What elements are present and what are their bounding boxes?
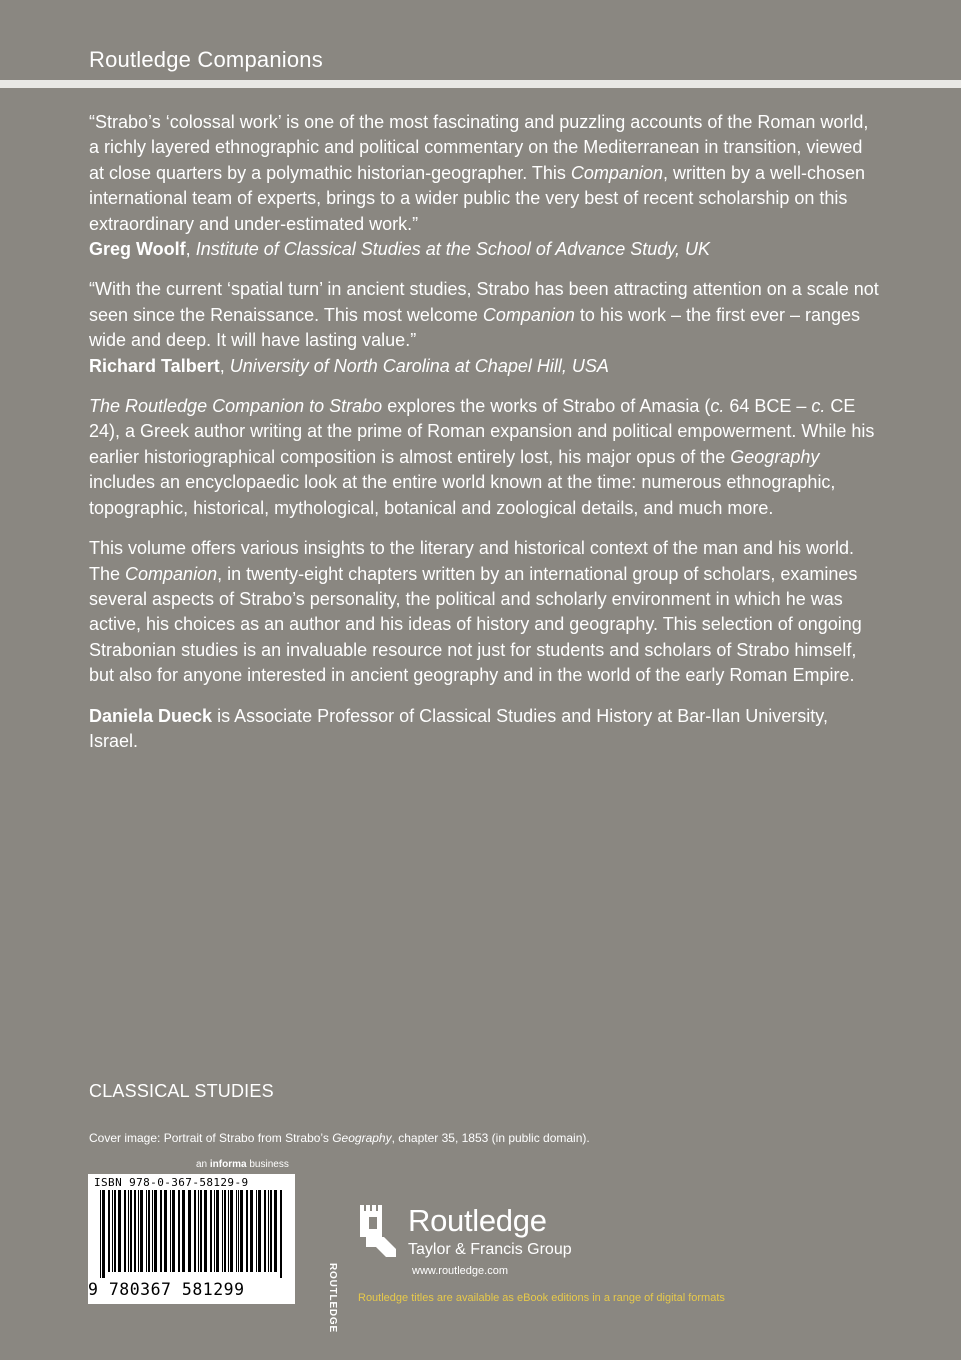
- subject-category: CLASSICAL STUDIES: [89, 1081, 274, 1101]
- endorser-affiliation: University of North Carolina at Chapel Hill, USA: [229, 355, 609, 376]
- ean-digits: 9 780367 581299: [88, 1280, 245, 1299]
- informa-business-note: an informa business: [196, 1159, 289, 1170]
- endorser-affiliation: Institute of Classical Studies at the School of Advance Study, UK: [195, 239, 710, 260]
- publisher-name: Routledge: [408, 1203, 547, 1238]
- publisher-group: Taylor & Francis Group: [408, 1241, 572, 1258]
- logo-vertical-text: ROUTLEDGE: [327, 1263, 338, 1333]
- endorsement-2-attribution: Richard Talbert, University of North Carolina at Chapel Hill, USA: [89, 355, 609, 376]
- series-band: [0, 0, 961, 80]
- author-name: Daniela Dueck: [89, 705, 213, 726]
- endorsement-2: “With the current ‘spatial turn’ in ancient studies, Strabo has been attracting attention on a scale not seen since the Renaissance. This most welcome Companion to his work – the first ever – ranges wide and deep. It will have lasting value.” Richard Talbert, University of North Carolina at Chapel Hill, USA: [89, 279, 879, 376]
- endorser-name: Greg Woolf: [89, 239, 186, 260]
- barcode-bars: [100, 1190, 284, 1278]
- author-bio: Daniela Dueck is Associate Professor of Classical Studies and History at Bar-Ilan University, Israel.: [89, 705, 828, 751]
- publisher-url[interactable]: www.routledge.com: [412, 1265, 508, 1277]
- isbn-barcode: [88, 1174, 295, 1304]
- endorsement-1: “Strabo’s ‘colossal work’ is one of the most fascinating and puzzling accounts of the Roman world, a richly layered ethnographic and political commentary on the Mediterranean in transition, viewed at close quarters by a polymathic historian-geographer. This Companion, written by a well-chosen international team of experts, brings to a wider public the very best of recent scholarship on this extraordinary and under-estimated work.” Greg Woolf, Institute of Classical Studies at the School of Advance Study, UK: [89, 112, 869, 260]
- header-rule: [0, 80, 961, 88]
- isbn-label: ISBN 978-0-367-58129-9: [94, 1176, 249, 1189]
- description-paragraph-1: The Routledge Companion to Strabo explores the works of Strabo of Amasia (c. 64 BCE – c. CE 24), a Greek author writing at the prime of Roman expansion and political empowerment. While his earlier historiographical composition is almost entirely lost, his major opus of the Geography includes an encyclopaedic look at the entire world known at the time: numerous ethnographic, topographic, historical, mythological, botanical and zoological details, and much more.: [89, 396, 875, 518]
- endorsement-1-attribution: Greg Woolf, Institute of Classical Studies at the School of Advance Study, UK: [89, 239, 710, 260]
- series-title: Routledge Companions: [89, 47, 323, 72]
- description-paragraph-2: This volume offers various insights to the literary and historical context of the man and his world. The Companion, in twenty-eight chapters written by an international group of scholars, examines several aspects of Strabo’s personality, the political and scholarly environment in which he was active, his choices as an author and his ideas of history and geography. This selection of ongoing Strabonian studies is an invaluable resource not just for students and scholars of Strabo himself, but also for anyone interested in ancient geography and in the world of the early Roman Empire.: [89, 538, 862, 686]
- routledge-tower-icon: [356, 1203, 400, 1267]
- endorser-name: Richard Talbert: [89, 355, 220, 376]
- cover-image-credit: Cover image: Portrait of Strabo from Strabo’s Geography, chapter 35, 1853 (in public domain).: [89, 1131, 590, 1145]
- back-cover-text: [89, 110, 879, 769]
- ebook-availability-note: Routledge titles are available as eBook editions in a range of digital formats: [358, 1292, 725, 1304]
